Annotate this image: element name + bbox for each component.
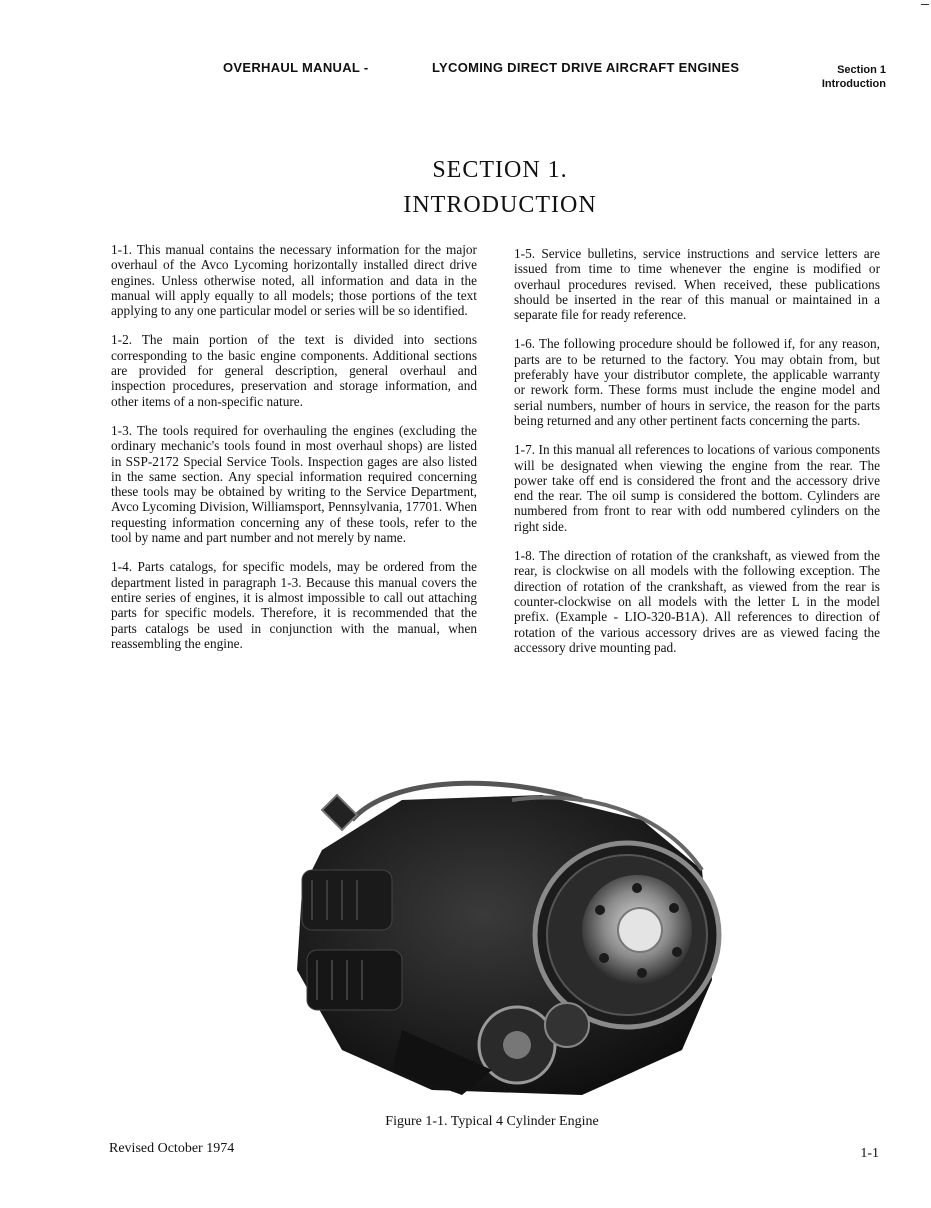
paragraph-1-4: 1-4. Parts catalogs, for specific models, may be ordered from the department listed in paragraph 1-3. Because this manual covers the entire series of engines, it is almost impossible to call out attaching parts for specific models. Therefore, it is recommended that the parts catalogs be used in conjunction with the manual, when reassembling the engine. xyxy=(111,559,477,651)
paragraph-1-7: 1-7. In this manual all references to locations of various components will be designated when viewing the engine from the rear. The power take off end is considered the front and the accessory drive end the rear. The oil sump is considered the bottom. Cylinders are numbered from front to rear with odd numbered cylinders on the right side. xyxy=(514,442,880,534)
section-number: SECTION 1. xyxy=(432,157,568,183)
header-engine-title: LYCOMING DIRECT DRIVE AIRCRAFT ENGINES xyxy=(432,60,740,75)
paragraph-1-6: 1-6. The following procedure should be followed if, for any reason, parts are to be returned to the factory. You may obtain from, but preferably have your distributor complete, the applicable warranty or rework form. These forms must include the engine model and serial numbers, number of hours in service, the reason for the parts being returned and any other pertinent facts concerning the parts. xyxy=(514,336,880,428)
paragraph-1-2: 1-2. The main portion of the text is divided into sections corresponding to the basic engine components. Additional sections are provided for general description, general overhaul and inspection procedures, preservation and storage information, and other items of a non-specific nature. xyxy=(111,332,477,409)
paragraph-1-5: 1-5. Service bulletins, service instructions and service letters are issued from time to time whenever the engine is modified or overhaul procedures revised. When received, these publications should be inserted in the rear of this manual or maintained in a separate file for ready reference. xyxy=(514,246,880,323)
engine-photo xyxy=(282,780,722,1100)
header-subsection: Introduction xyxy=(821,78,886,90)
paragraph-1-1: 1-1. This manual contains the necessary information for the major overhaul of the Avco Lycoming horizontally installed direct drive engines. Unless otherwise noted, all information and data in the manual will apply equally to all models; those portions of the text applying to any one particular model or series will be so identified. xyxy=(111,242,477,319)
header-section-label xyxy=(822,63,886,91)
paragraph-1-3: 1-3. The tools required for overhauling the engines (excluding the ordinary mechanic's tools found in most overhaul shops) are listed in SSP-2172 Special Service Tools. Inspection gages are also listed in the same section. Any special information required concerning these tools may be obtained by writing to the Service Department, Avco Lycoming Division, Williamsport, Pennsylvania, 17701. When requesting information concerning any of these tools, refer to the tool by name and part number and not merely by name. xyxy=(111,422,477,546)
corner-mark xyxy=(921,4,929,5)
revision-date: Revised October 1974 xyxy=(109,1141,235,1156)
header-manual-title: OVERHAUL MANUAL - xyxy=(223,60,369,75)
section-title: INTRODUCTION xyxy=(403,192,597,218)
paragraph-1-8: 1-8. The direction of rotation of the crankshaft, as viewed from the rear, is clockwise on all models with the following exception. The direction of rotation of the crankshaft, as viewed from the rear is counter-clockwise on all models with the letter L in the model prefix. (Example - LIO-320-B1A). All references to direction of rotation of the various accessory drives are as viewed facing the accessory drive mounting pad. xyxy=(514,548,880,655)
figure-caption: Figure 1-1. Typical 4 Cylinder Engine xyxy=(385,1114,599,1129)
page-number: 1-1 xyxy=(860,1146,879,1161)
header-section: Section 1 xyxy=(837,64,886,76)
left-column xyxy=(111,242,477,665)
right-column xyxy=(514,246,880,669)
